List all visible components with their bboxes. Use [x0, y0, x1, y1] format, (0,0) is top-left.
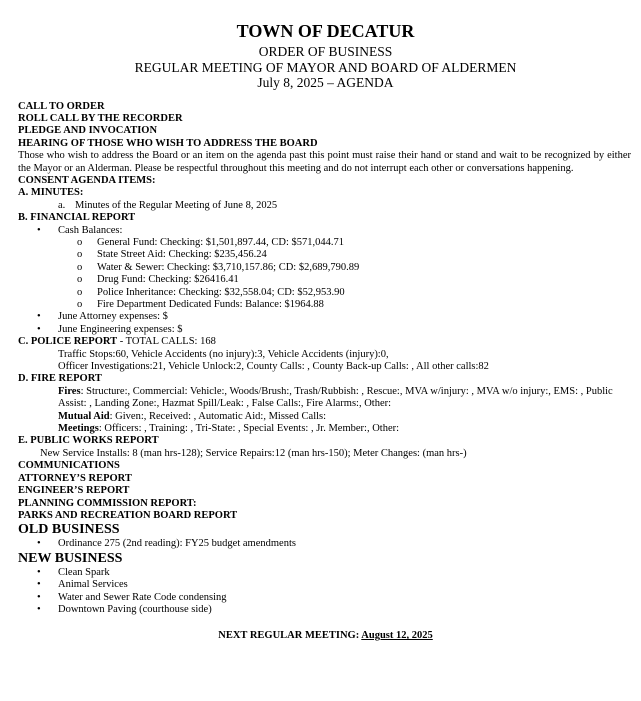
balance-item: [18, 237, 633, 249]
new-business-heading: NEW BUSINESS: [18, 550, 123, 566]
fire-meetings-row: [18, 423, 633, 435]
new-business-item-text: Water and Sewer Rate Code condensing: [58, 591, 227, 603]
next-meeting: [18, 630, 633, 642]
call-to-order: CALL TO ORDER: [18, 100, 105, 112]
next-meeting-date: August 12, 2025: [361, 630, 433, 642]
parks-report-heading: PARKS AND RECREATION BOARD REPORT: [18, 509, 238, 521]
attorney-expenses-text: June Attorney expenses: $: [58, 311, 168, 323]
police-total-calls: - TOTAL CALLS: 168: [117, 336, 216, 348]
new-business-item: [18, 567, 633, 579]
bullet-icon: •: [37, 538, 41, 550]
police-heading-row: [18, 336, 633, 348]
roll-call: ROLL CALL BY THE RECORDER: [18, 112, 183, 124]
town-title: TOWN OF DECATUR: [236, 21, 415, 41]
balance-item: [18, 287, 633, 299]
new-business-item: [18, 579, 633, 591]
balance-text: Fire Department Dedicated Funds: Balance: $1964.88: [97, 299, 324, 310]
new-business-item: [18, 604, 633, 616]
police-heading: C. POLICE REPORT: [18, 336, 118, 348]
minutes-marker: a.: [58, 199, 66, 211]
bullet-icon: •: [37, 579, 41, 591]
bullet-icon: •: [37, 591, 41, 603]
engineering-expenses-item: [18, 324, 633, 336]
fires-text: : Structure:, Commercial: Vehicle:, Woods/Brush:, Trash/Rubbish: , Rescue:, MVA w/injury: , MVA w/o injury:, EMS: , Public Assist: , Landing Zone:, Hazmat Spill/Leak: , False Calls:, Fire Alarms:, Other:: [58, 385, 613, 410]
engineering-expenses-text: June Engineering expenses: $: [58, 323, 183, 335]
fire-fires-row: [18, 386, 633, 411]
attorney-report-heading: ATTORNEY’S REPORT: [18, 472, 132, 484]
balance-text: Water & Sewer: Checking: $3,710,157.86; CD: $2,689,790.89: [97, 261, 360, 273]
cash-balances-label: Cash Balances:: [58, 224, 123, 236]
police-line-1: Traffic Stops:60, Vehicle Accidents (no injury):3, Vehicle Accidents (injury):0,: [58, 348, 389, 360]
old-business-item-text: Ordinance 275 (2nd reading): FY25 budget amendments: [58, 538, 296, 550]
public-works-heading: E. PUBLIC WORKS REPORT: [18, 435, 159, 447]
circle-bullet-icon: o: [77, 299, 83, 310]
balance-text: Drug Fund: Checking: $26416.41: [97, 274, 239, 286]
new-business-item-text: Downtown Paving (courthouse side): [58, 603, 212, 615]
planning-report-heading: PLANNING COMMISSION REPORT:: [18, 497, 197, 509]
balance-item: [18, 274, 633, 286]
bullet-icon: •: [37, 311, 41, 323]
minutes-heading: A. MINUTES:: [18, 187, 84, 199]
balance-text: State Street Aid: Checking: $235,456.24: [97, 249, 267, 261]
minutes-item: [18, 200, 633, 212]
pledge-invocation: PLEDGE AND INVOCATION: [18, 125, 158, 137]
old-business-heading: OLD BUSINESS: [18, 522, 120, 538]
new-business-item-text: Clean Spark: [58, 566, 110, 578]
engineer-report-heading: ENGINEER’S REPORT: [18, 485, 130, 497]
old-business-item: [18, 538, 633, 550]
attorney-expenses-item: [18, 311, 633, 323]
meetings-label: Meetings: [58, 423, 99, 435]
hearing-heading: HEARING OF THOSE WHO WISH TO ADDRESS THE BOARD: [18, 137, 318, 149]
cash-balances-item: [18, 225, 633, 237]
meeting-date: July 8, 2025 – AGENDA: [257, 75, 394, 90]
communications-heading: COMMUNICATIONS: [18, 460, 120, 472]
circle-bullet-icon: o: [77, 261, 83, 273]
police-line-2: Officer Investigations:21, Vehicle Unlock:2, County Calls: , County Back-up Calls: , All other calls:82: [58, 361, 489, 373]
balance-item: [18, 262, 633, 274]
fires-label: Fires: [58, 385, 81, 397]
minutes-item-text: Minutes of the Regular Meeting of June 8, 2025: [75, 199, 278, 211]
bullet-icon: •: [37, 224, 41, 236]
circle-bullet-icon: o: [77, 236, 83, 248]
balance-text: Police Inheritance: Checking: $32,558.04; CD: $52,953.90: [97, 286, 345, 298]
meeting-title: REGULAR MEETING OF MAYOR AND BOARD OF ALDERMEN: [134, 59, 517, 75]
financial-heading: B. FINANCIAL REPORT: [18, 212, 136, 224]
public-works-text: New Service Installs: 8 (man hrs-128); Service Repairs:12 (man hrs-150); Meter Changes: (man hrs-): [40, 447, 467, 459]
bullet-icon: •: [37, 323, 41, 335]
new-business-item: [18, 592, 633, 604]
circle-bullet-icon: o: [77, 274, 83, 286]
bullet-icon: •: [37, 603, 41, 615]
mutual-aid-text: : Given:, Received: , Automatic Aid:, Missed Calls:: [109, 410, 327, 422]
circle-bullet-icon: o: [77, 249, 83, 261]
balance-text: General Fund: Checking: $1,501,897.44, CD: $571,044.71: [97, 236, 345, 248]
meetings-text: : Officers: , Training: , Tri-State: , Special Events: , Jr. Member:, Other:: [98, 423, 400, 435]
circle-bullet-icon: o: [77, 286, 83, 298]
balance-item: [18, 299, 633, 311]
new-business-item-text: Animal Services: [58, 579, 128, 591]
consent-heading: CONSENT AGENDA ITEMS:: [18, 174, 156, 186]
hearing-text: Those who wish to address the Board or an item on the agenda past this point must raise their hand or stand and wait to be recognized by either the Mayor or an Alderman. Please be respectful throughout this meeting and do not interrupt each other or conversations happening.: [18, 150, 631, 174]
fire-heading: D. FIRE REPORT: [18, 373, 102, 385]
balance-item: [18, 249, 633, 261]
next-meeting-label: NEXT REGULAR MEETING:: [218, 630, 362, 642]
mutual-aid-label: Mutual Aid: [58, 410, 110, 422]
order-of-business: ORDER OF BUSINESS: [258, 44, 393, 59]
fire-mutual-aid-row: [18, 411, 633, 423]
bullet-icon: •: [37, 566, 41, 578]
